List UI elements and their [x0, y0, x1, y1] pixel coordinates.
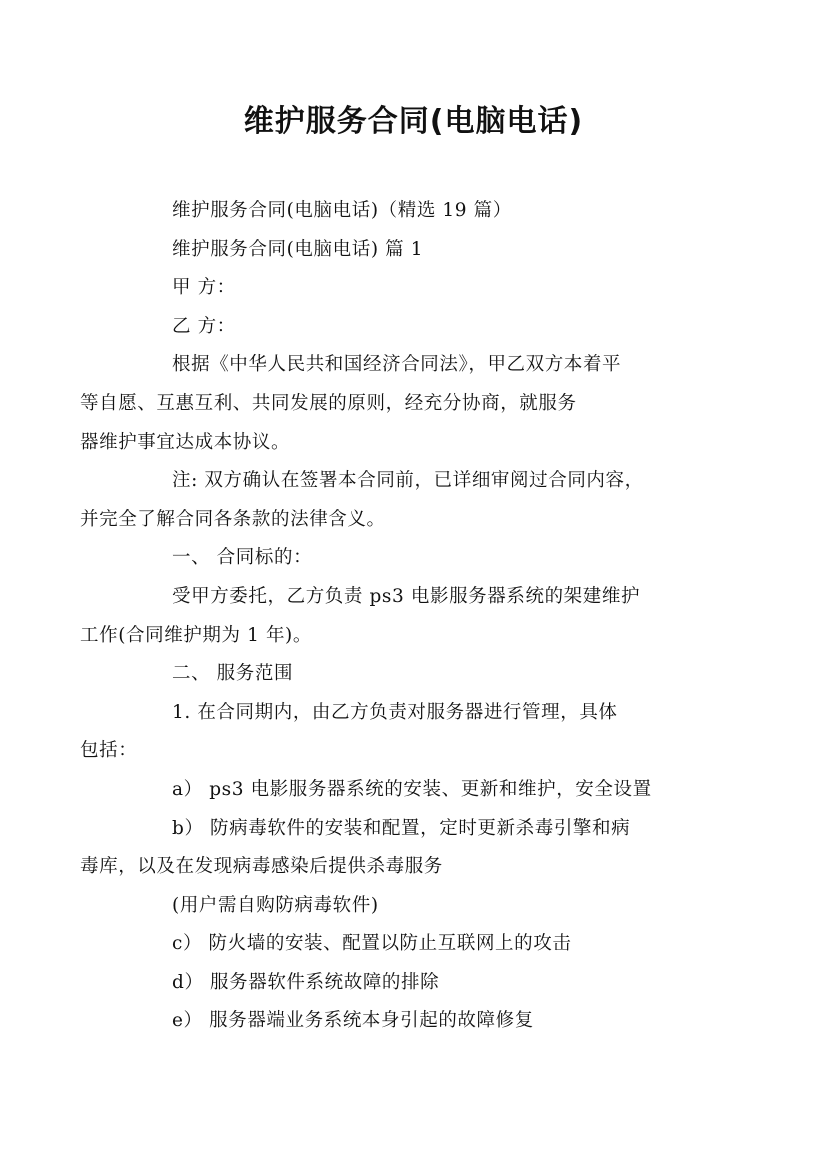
text-line: 工作(合同维护期为 1 年)。: [80, 624, 312, 646]
paragraph-clause-2-item-1: [80, 694, 704, 771]
paragraph-item-e: [126, 1002, 704, 1041]
paragraph-subtitle: [126, 192, 704, 231]
paragraph-item-c: [126, 925, 704, 964]
paragraph-clause-1-body: [80, 578, 704, 655]
text-line: 并完全了解合同各条款的法律含义。: [80, 508, 386, 530]
text-line: b） 防病毒软件的安装和配置，定时更新杀毒引擎和病: [172, 817, 631, 839]
paragraph-item-b-note: [126, 887, 704, 926]
text-line: 等自愿、互惠互利、共同发展的原则，经充分协商，就服务: [80, 392, 577, 414]
paragraph-clause-1-heading: [126, 539, 704, 578]
text-line: 维护服务合同(电脑电话)（精选 19 篇）: [172, 200, 512, 221]
paragraph-item-b: [80, 810, 704, 887]
text-line: e） 服务器端业务系统本身引起的故障修复: [172, 1010, 534, 1032]
paragraph-clause-2-heading: [126, 655, 704, 694]
text-line: 甲 方：: [172, 277, 236, 299]
text-line: 1. 在合同期内，由乙方负责对服务器进行管理，具体: [172, 701, 618, 723]
text-line: 包括：: [80, 740, 138, 762]
document-body: [80, 192, 704, 1041]
text-line: 一、 合同标的：: [172, 547, 313, 569]
paragraph-section-heading: [126, 231, 704, 270]
text-line: 二、 服务范围: [172, 663, 294, 685]
text-line: 受甲方委托，乙方负责 ps3 电影服务器系统的架建维护: [172, 585, 641, 607]
paragraph-party-b: [126, 308, 704, 347]
text-line: 根据《中华人民共和国经济合同法》，甲乙双方本着平: [172, 354, 622, 376]
text-line: (用户需自购防病毒软件): [172, 894, 379, 916]
document-title: 维护服务合同(电脑电话): [243, 104, 584, 139]
text-line: c） 防火墙的安装、配置以防止互联网上的攻击: [172, 933, 572, 955]
text-line: 器维护事宜达成本协议。: [80, 431, 291, 453]
paragraph-item-a: [126, 771, 704, 810]
text-line: 注: 双方确认在签署本合同前，已详细审阅过合同内容，: [172, 470, 644, 492]
paragraph-note: [80, 462, 704, 539]
text-line: 毒库，以及在发现病毒感染后提供杀毒服务: [80, 856, 443, 878]
text-line: 维护服务合同(电脑电话) 篇 1: [172, 238, 424, 260]
text-line: d） 服务器软件系统故障的排除: [172, 971, 440, 993]
text-line: a） ps3 电影服务器系统的安装、更新和维护，安全设置: [172, 778, 652, 800]
paragraph-item-d: [126, 964, 704, 1003]
paragraph-party-a: [126, 269, 704, 308]
text-line: 乙 方：: [172, 315, 236, 337]
paragraph-preamble: [80, 346, 704, 462]
